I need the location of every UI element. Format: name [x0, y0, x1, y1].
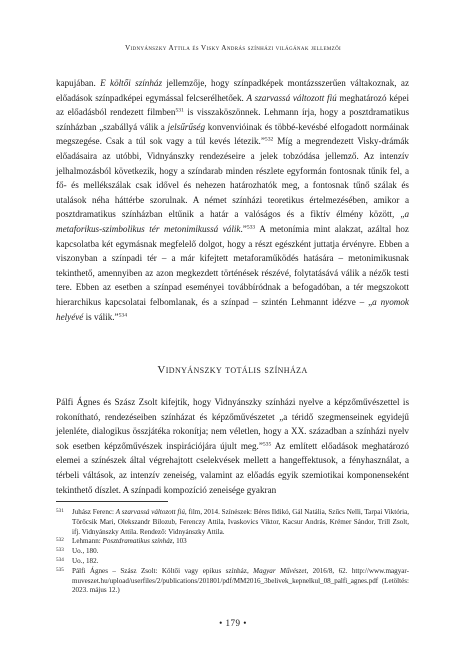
footnote-text	[72, 547, 98, 555]
footnote	[56, 508, 409, 537]
paragraph	[56, 395, 409, 497]
footnote-reference: 535	[262, 441, 272, 448]
italic-text: A szarvassá változott fiú	[246, 92, 337, 103]
footnote-reference: 532	[264, 136, 274, 143]
text-run: Az említett előadások meghatározó elemei a színészek által végrehajtott cselekvések mellett a hangeffektusok, a fényhasználat, a térbeli váltások, az intenzív zeneiség, valamint az előadás egyik szemiotikai komponenseként tekinthető díszlet. A színpadi kompozíció zeneisége gyakran	[56, 440, 409, 495]
italic-text: a metaforikus-szimbolikus tér metonimikussá válik	[56, 209, 409, 234]
text-run: Juhász Ferenc:	[72, 508, 116, 516]
text-run: jellemzője, hogy színpadképek montázsszerűen váltakoznak, az előadások színpadképei egymással felcserélhetőek.	[56, 78, 410, 103]
italic-text: jelsűrűség	[167, 121, 206, 132]
text-run: A metonímia mint alakzat, azáltal hoz kapcsolatba két egymásnak megfelelő dolgot, hogy a részt egészként juttatja érvényre. Ebben a viszonyban a színpadi tér – a már kifejtett metaforaműködés hatására – metonimikusnak tekinthető, amennyiben az azon megkezdett történések részévé, folytatásává válik a nézők testi tere. Ebben az esetben a színpad eseményei továbbíródnak a befogadóban, a tér megszokott hierarchikus kapcsolatai felbomlanak, és a színpad – szintén Lehmannt idézve – „	[56, 223, 409, 307]
text-run: Uo., 182.	[72, 556, 99, 565]
text-run: meghatározó képei az előadásból rendezett filmben	[56, 92, 409, 118]
footnote-reference: 534	[118, 312, 127, 319]
footnote-text	[72, 537, 187, 545]
footnote	[56, 557, 409, 567]
text-run: , 2016/8, 62. http://www.magyar-muveszet.hu/upload/userfiles/2/publications/201801/pdf/MM2016_3belivek_kepnelkul_08_palfi_agnes.pdf (Letöltés: 2023. május 12.)	[72, 566, 409, 595]
italic-text: a nyomok helyévé	[56, 296, 409, 322]
footnote-number: 531	[56, 508, 64, 514]
text-run: konvenvióinak és többé-kevésbé elfogadott normáinak megszegése. Csak a túl sok vagy a túl kevés létezik.”	[56, 121, 409, 147]
running-header: Vidnyánszky Attila és Visky András színházi világának jellemzői	[124, 44, 342, 52]
text-run: is válik.”	[83, 311, 119, 322]
italic-text: E költői színház	[100, 78, 163, 88]
section-heading: Vidnyánszky totális színháza	[157, 364, 308, 376]
text-run: Míg a megrendezett Visky-drámák előadásaira az utóbbi, Vidnyánszky rendezéseire a jelek tobzódása jellemző. Az intenzív jelhalmozásból következik, hogy a színdarab minden részlete egyformán fontosnak tűnik fel, a fő- és mellékszálak csak idővel és nehezen határozhatók meg, a fontosnak tűnő szálak és utalások néha háttérbe szorulnak. A német színházi teoretikus értelmezésében, amikor a posztdramatikus színházban eltűnik a határ a valóságos és a fiktív élmény között, „	[56, 136, 409, 220]
text-run: Pálfi Ágnes és Szász Zsolt kifejtik, hogy Vidnyánszky színházi nyelve a képzőművészettel is rokonítható, rendezéseiben színházat és képzőművészetet „a téridő szegmenseinek egyidejű jelenléte, dialogikus összjátéka rokonítja; nem véletlen, hogy a XX. században a színházi nyelv sok esetben képzőművészek inspirációjára újult meg.”	[56, 397, 409, 451]
footnote-reference: 531	[175, 107, 184, 114]
footnote-reference: 533	[246, 224, 256, 231]
italic-text: Magyar Művészet	[253, 566, 307, 575]
text-run: , 103	[172, 537, 187, 546]
footnote-number: 532	[56, 537, 64, 544]
footnote	[56, 537, 409, 547]
text-run: kapujában.	[56, 78, 101, 88]
footnote	[56, 567, 409, 596]
footnote-text	[72, 567, 409, 595]
italic-text: A szarvassá változott fiú	[115, 508, 185, 516]
text-run: Pálfi Ágnes – Szász Zsolt: Költői vagy epikus színház,	[72, 566, 254, 575]
text-run: Lehmann:	[72, 537, 103, 546]
text-run: , film, 2014. Színészek: Béres Ildikó, Gál Natália, Szűcs Nelli, Tarpai Viktória, Törőcsik Mari, Olekszandr Bilozub, Ferenczy Attila, Ivaskovics Viktor, Kacsur András, Krémer Sándor, Trill Zsolt, ifj. Vidnyánszky Attila. Rendező: Vidnyánszky Attila.	[72, 508, 410, 536]
footnote-number: 535	[56, 566, 64, 573]
body-text-section-2	[56, 395, 409, 497]
footnotes	[56, 508, 409, 596]
page-number: • 179 •	[219, 618, 247, 628]
text-run: Uo., 180.	[72, 547, 99, 556]
footnote-divider	[56, 501, 168, 502]
footnote-text	[72, 557, 98, 565]
text-run: .”	[240, 223, 247, 234]
footnote-text	[72, 508, 409, 536]
footnote	[56, 547, 409, 557]
footnote-number: 533	[56, 547, 64, 554]
paragraph	[56, 76, 409, 324]
text-run: is visszaköszönnek. Lehmann írja, hogy a posztdramatikus színházban „szabállyá válik a	[56, 107, 409, 132]
italic-text: Posztdramatikus színház	[102, 537, 173, 546]
footnote-number: 534	[56, 556, 64, 563]
body-text-section-1	[56, 76, 409, 324]
